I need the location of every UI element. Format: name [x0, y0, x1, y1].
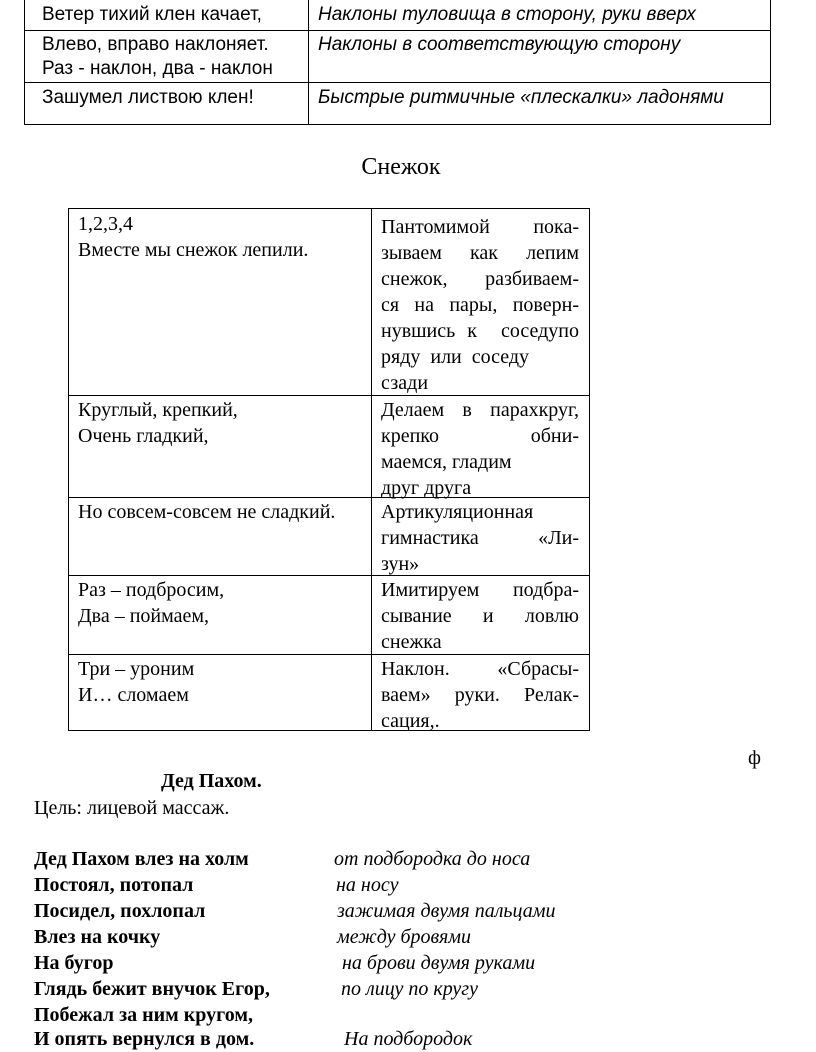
poem-action: на брови двумя руками: [342, 952, 536, 974]
action-line: зун»: [381, 553, 420, 575]
poem-line: Влез на кочку: [34, 926, 161, 948]
action-line: Делаем в парахкруг,: [381, 399, 579, 421]
table-cell-verse: Зашумел листвою клен!: [42, 87, 254, 108]
poem-action: от подбородка до носа: [334, 848, 531, 870]
action-line: гимнастика «Ли-: [381, 527, 579, 549]
action-line: Имитируем подбра-: [381, 579, 579, 601]
action-cell: [381, 499, 579, 577]
action-cell: [381, 397, 579, 501]
poem-line: Побежал за ним кругом,: [34, 1004, 253, 1026]
action-line: сация,.: [381, 710, 440, 732]
section-title: Дед Пахом.: [161, 770, 262, 792]
table-cell-verse: Влево, вправо наклоняет. Раз - наклон, два - наклон: [42, 34, 273, 79]
verse-cell: Круглый, крепкий, Очень гладкий,: [78, 399, 238, 447]
action-line: Пантомимой пока-: [381, 216, 579, 238]
poem-line: Дед Пахом влез на холм: [34, 848, 249, 870]
snezhok-table: [68, 208, 590, 731]
action-cell: [381, 214, 579, 396]
action-line: нувшись к соседупо: [381, 320, 579, 342]
goal-text: Цель: лицевой массаж.: [34, 797, 230, 819]
table-cell-action: Быстрые ритмичные «плескалки» ладонями: [318, 87, 724, 108]
action-line: ся на пары, поверн-: [381, 294, 579, 316]
row-divider: [25, 30, 770, 31]
action-line: ваем» руки. Релак-: [381, 684, 579, 706]
table-cell-action: Наклоны туловища в сторону, руки вверх: [318, 4, 696, 25]
action-line: Наклон. «Сбрасы-: [381, 658, 579, 680]
poem-action: На подбородок: [344, 1028, 473, 1050]
poem-action: зажимая двумя пальцами: [337, 900, 556, 922]
column-divider: [371, 209, 372, 730]
poem-line: Посидел, похлопал: [34, 900, 206, 922]
action-cell: [381, 577, 579, 655]
action-line: снежка: [381, 631, 442, 653]
action-line: ряду или соседу: [381, 346, 530, 368]
row-divider: [25, 82, 770, 83]
action-line: маемся, гладим: [381, 451, 512, 473]
action-line: сывание и ловлю: [381, 605, 579, 627]
verse-cell: Но совсем-совсем не сладкий.: [78, 501, 336, 523]
section-title: Снежок: [361, 154, 441, 180]
verse-cell: Три – уроним И… сломаем: [78, 658, 195, 706]
stray-mark: ф: [748, 747, 761, 769]
action-line: крепко обни-: [381, 425, 579, 447]
action-line: снежок, разбиваем-: [381, 268, 579, 290]
table-cell-verse: Ветер тихий клен качает,: [42, 4, 262, 25]
poem-action: между бровями: [337, 926, 472, 948]
action-line: друг друга: [381, 477, 472, 499]
poem-action: на носу: [336, 874, 399, 896]
action-line: Артикуляционная: [381, 501, 534, 523]
table-cell-action: Наклоны в соответствующую сторону: [318, 34, 681, 55]
action-line: зываем как лепим: [381, 242, 579, 264]
movement-table: [24, 0, 771, 125]
poem-line: На бугор: [34, 952, 114, 974]
action-cell: [381, 656, 579, 734]
verse-cell: 1,2,3,4 Вместе мы снежок лепили.: [78, 213, 309, 261]
poem-line: Постоял, потопал: [34, 874, 194, 896]
action-line: сзади: [381, 372, 429, 394]
column-divider: [308, 0, 309, 124]
poem-line: Глядь бежит внучок Егор,: [34, 978, 270, 1000]
poem-line: И опять вернулся в дом.: [34, 1028, 255, 1050]
poem-action: по лицу по кругу: [341, 978, 478, 1000]
verse-cell: Раз – подбросим, Два – поймаем,: [78, 579, 225, 627]
